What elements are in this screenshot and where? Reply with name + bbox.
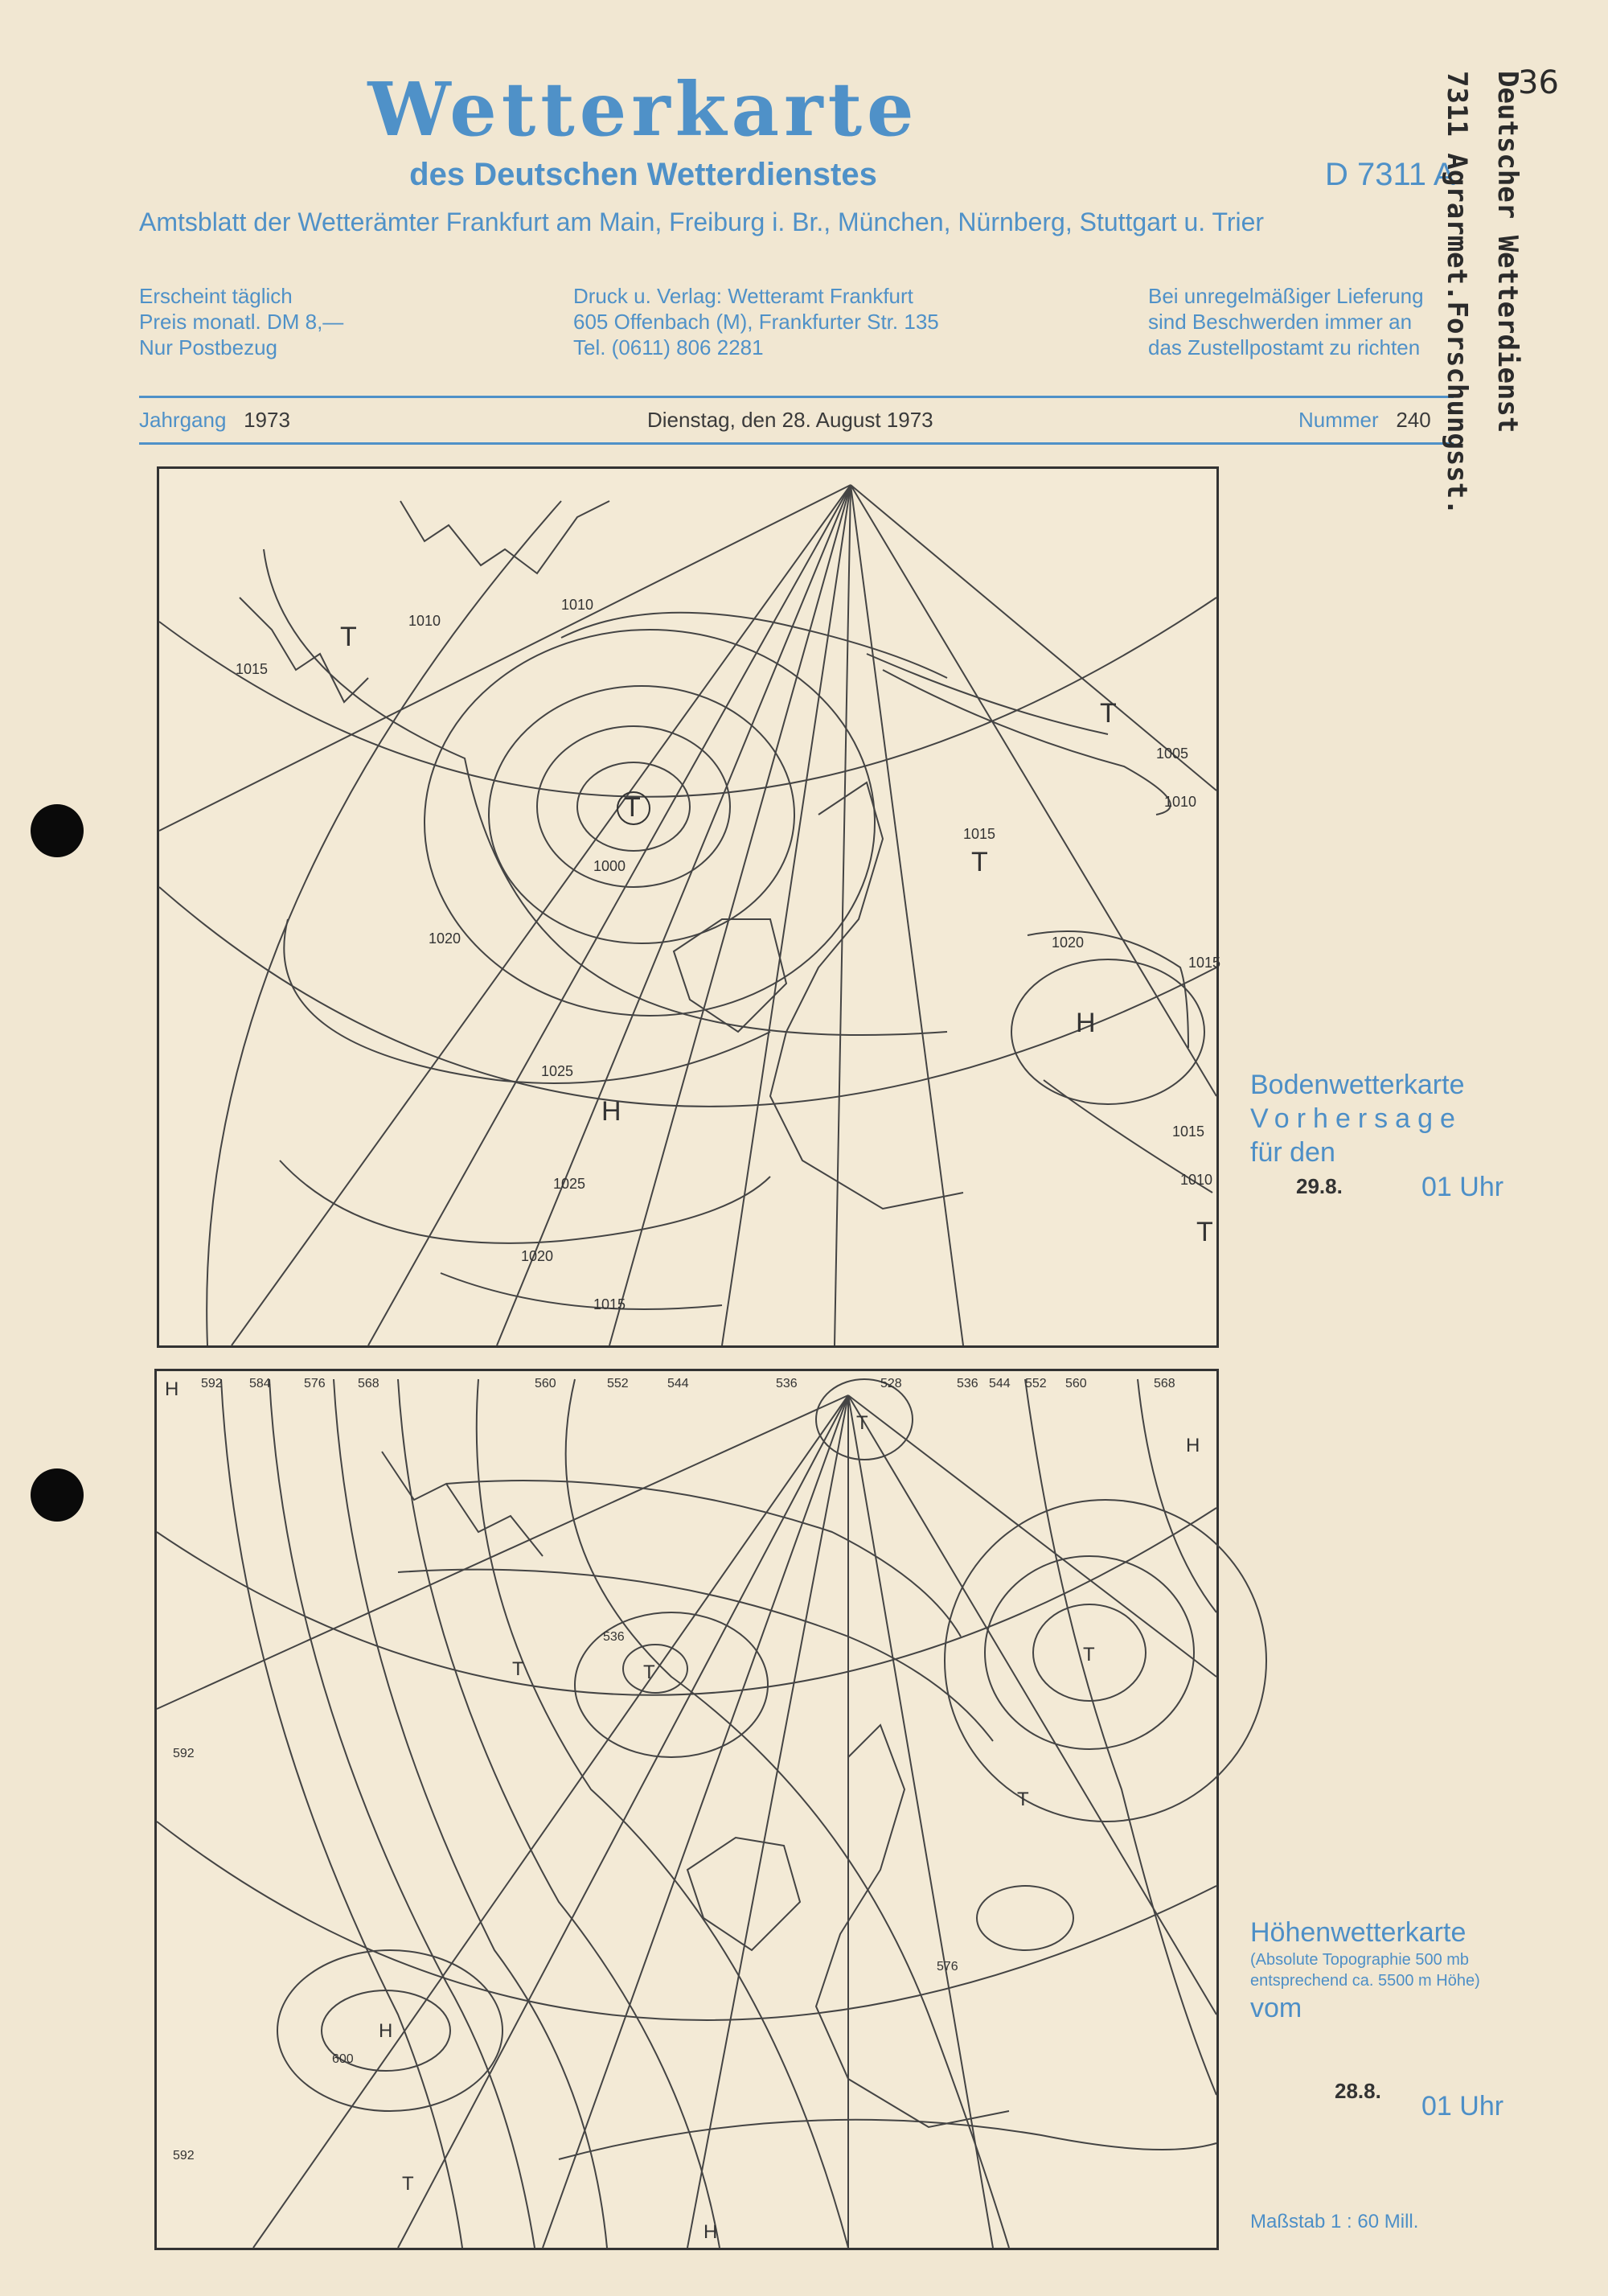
nummer-value: 240 <box>1396 408 1431 432</box>
isobar-label: 1015 <box>593 1296 626 1312</box>
info-center-line: Tel. (0611) 806 2281 <box>573 335 764 359</box>
info-right <box>1148 283 1424 360</box>
punch-hole <box>31 804 84 857</box>
amtsblatt-line: Amtsblatt der Wetterämter Frankfurt am Main, Freiburg i. Br., München, Nürnberg, Stuttgart u. Trier <box>139 207 1265 236</box>
isobar-label: 1015 <box>1172 1123 1205 1140</box>
isobar-label: 1020 <box>429 930 461 947</box>
low-pressure-symbol: T <box>624 792 641 823</box>
issue-date-text: Dienstag, den 28. August 1973 <box>647 408 933 432</box>
contour-label: 592 <box>201 1377 223 1390</box>
low-pressure-symbol: T <box>340 622 357 652</box>
info-left <box>139 283 343 360</box>
upper-air-map-label <box>1250 1916 1480 2025</box>
isobar-label: 1010 <box>561 597 594 613</box>
contour-label: 576 <box>304 1377 326 1390</box>
newspaper-subtitle: des Deutschen Wetterdienstes <box>409 157 877 192</box>
upper-air-map-date: 28.8. <box>1335 2079 1381 2103</box>
upper-air-map-vom: vom <box>1250 1993 1302 2023</box>
stamp-number: 36 <box>1518 64 1559 101</box>
high-pressure-symbol: H <box>1076 1008 1096 1038</box>
isobar-label: 1015 <box>1188 955 1221 971</box>
isobar-label: 1025 <box>553 1176 586 1192</box>
contour-label: 552 <box>607 1377 629 1390</box>
jahrgang-label: Jahrgang <box>139 408 227 432</box>
contour-label: 560 <box>1065 1377 1087 1390</box>
upper-air-map-time: 01 Uhr <box>1421 2091 1504 2121</box>
stamp-line1: Deutscher Wetterdienst <box>1491 71 1524 433</box>
surface-map-for-date: für den <box>1250 1137 1335 1168</box>
isobar-label: 1010 <box>1164 794 1197 810</box>
high-symbol: H <box>1186 1435 1200 1456</box>
map-scale: Maßstab 1 : 60 Mill. <box>1250 2211 1419 2232</box>
isobar-label: 1020 <box>1052 934 1085 951</box>
contour-label: 592 <box>173 2149 195 2163</box>
surface-map-date: 29.8. <box>1296 1174 1343 1198</box>
nummer-label: Nummer <box>1298 408 1379 432</box>
newspaper-title: Wetterkarte <box>367 66 919 153</box>
upper-air-map-drawing <box>157 1371 1216 2248</box>
contour-label: 560 <box>535 1377 556 1390</box>
bottom-rule <box>139 442 1454 445</box>
isobar-label: 1015 <box>236 661 269 677</box>
surface-map-drawing <box>159 469 1221 1345</box>
surface-map-forecast: Vorhersage <box>1250 1103 1462 1134</box>
high-symbol: H <box>379 2020 393 2042</box>
contour-label: 528 <box>880 1377 902 1390</box>
jahrgang-value: 1973 <box>244 408 290 432</box>
info-right-line: sind Beschwerden immer an <box>1148 310 1413 334</box>
high-symbol: H <box>704 2221 718 2243</box>
surface-map-title: Bodenwetterkarte <box>1250 1070 1465 1100</box>
isobar-label: 1020 <box>521 1248 554 1264</box>
surface-map-time: 01 Uhr <box>1421 1172 1504 1202</box>
surface-map-label <box>1250 1068 1465 1169</box>
contour-label: 600 <box>332 2052 354 2066</box>
info-left-line: Erscheint täglich <box>139 284 293 308</box>
contour-label: 568 <box>1154 1377 1175 1390</box>
contour-label: 544 <box>989 1377 1011 1390</box>
info-center <box>573 283 939 360</box>
contour-label: 536 <box>957 1377 978 1390</box>
high-pressure-symbol: H <box>601 1096 621 1127</box>
isobar-label: 1000 <box>593 858 626 874</box>
jahrgang <box>139 408 290 433</box>
contour-label: 536 <box>776 1377 798 1390</box>
low-symbol: T <box>643 1661 655 1683</box>
isobar-label: 1025 <box>541 1063 574 1079</box>
info-right-line: das Zustellpostamt zu richten <box>1148 335 1421 359</box>
isobar-label: 1010 <box>1180 1172 1213 1188</box>
upper-air-map-title: Höhenwetterkarte <box>1250 1917 1466 1948</box>
low-pressure-symbol: T <box>1100 698 1117 729</box>
contour-label: 552 <box>1025 1377 1047 1390</box>
upper-air-map-desc2: entsprechend ca. 5500 m Höhe) <box>1250 1972 1480 1990</box>
low-symbol: T <box>512 1658 524 1680</box>
nummer <box>1298 408 1431 433</box>
low-pressure-symbol: T <box>1196 1217 1213 1247</box>
issue-date <box>647 408 933 433</box>
info-center-line: 605 Offenbach (M), Frankfurter Str. 135 <box>573 310 939 334</box>
low-symbol: T <box>1017 1789 1029 1810</box>
low-pressure-symbol: T <box>971 847 988 877</box>
info-left-line: Nur Postbezug <box>139 335 277 359</box>
contour-label: 568 <box>358 1377 379 1390</box>
high-symbol: H <box>165 1378 179 1400</box>
contour-label: 576 <box>937 1960 958 1974</box>
isobar-label: 1010 <box>408 613 441 629</box>
info-center-line: Druck u. Verlag: Wetteramt Frankfurt <box>573 284 913 308</box>
contour-label: 536 <box>603 1630 625 1644</box>
info-right-line: Bei unregelmäßiger Lieferung <box>1148 284 1424 308</box>
info-left-line: Preis monatl. DM 8,— <box>139 310 344 334</box>
low-symbol: T <box>1083 1644 1095 1666</box>
isobar-label: 1015 <box>963 826 996 842</box>
top-rule <box>139 396 1454 398</box>
upper-air-map <box>154 1369 1219 2250</box>
issue-code: D 7311 A <box>1325 157 1455 192</box>
isobar-label: 1005 <box>1156 745 1189 762</box>
stamp-line2: 7311 Agrarmet.Forschungsst. <box>1441 71 1473 515</box>
surface-weather-map <box>157 466 1219 1348</box>
low-symbol: T <box>402 2173 414 2195</box>
contour-label: 584 <box>249 1377 271 1390</box>
upper-air-map-desc1: (Absolute Topographie 500 mb <box>1250 1951 1470 1969</box>
contour-label: 544 <box>667 1377 689 1390</box>
contour-label: 592 <box>173 1747 195 1760</box>
low-symbol: T <box>856 1412 868 1434</box>
punch-hole <box>31 1468 84 1522</box>
